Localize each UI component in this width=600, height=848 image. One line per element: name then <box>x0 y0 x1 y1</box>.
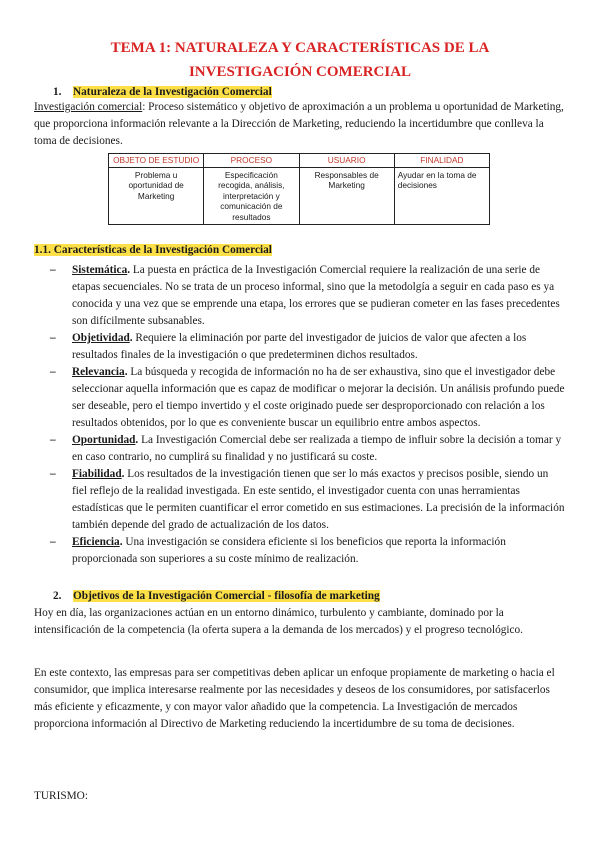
list-item <box>34 330 566 364</box>
characteristic-text: La búsqueda y recogida de información no ha de ser exhaustiva, sino que el investigador debe seleccionar aquella información que es capaz de modificar o mejorar la decisión. Un análisis profundo puede ser deseable, pero el tiempo invertido y el coste originado puede ser desproporcionado con relación a los resultados obtenidos, por lo que es conveniente buscar un equilibrio entre ambos aspectos. <box>72 366 565 429</box>
footer-label: TURISMO: <box>34 790 88 802</box>
table-header: PROCESO <box>204 154 299 168</box>
section-2-paragraph-2: En este contexto, las empresas para ser competitivas deben aplicar un enfoque propiamente de marketing o hacia el consumidor, que implica interesarse realmente por las necesidades y deseos de los consumidores, por satisfacerlos más eficiente y eficazmente, y con mayor valor añadido que la competencia. La Investigación de mercados proporciona información al Directivo de Marketing reduciendo la incertidumbre de su toma de decisiones. <box>34 667 555 730</box>
characteristic-text: Una investigación se considera eficiente si los beneficios que reporta la información proporcionada son superiores a su coste mínimo de realización. <box>72 536 506 565</box>
table-cell: Ayudar en la toma de decisiones <box>394 167 489 225</box>
characteristic-text: La Investigación Comercial debe ser realizada a tiempo de influir sobre la decisión a tomar y en caso contrario, no cumplirá su finalidad y no justificará su coste. <box>72 434 562 463</box>
definition-term: Investigación comercial <box>34 101 143 113</box>
section-2-heading <box>53 589 380 603</box>
definition-table <box>108 153 490 225</box>
characteristic-term: Relevancia <box>72 366 125 378</box>
characteristic-term: Objetividad <box>72 332 130 344</box>
definition-text: : Proceso sistemático y objetivo de aproximación a un problema u oportunidad de Marketing, que proporciona información relevante a la Dirección de Marketing, reduciendo la incertidumbre que conlleva la toma de decisiones. <box>34 101 564 147</box>
characteristic-term: Oportunidad <box>72 434 136 446</box>
list-item <box>34 262 566 330</box>
section-2-title: Objetivos de la Investigación Comercial - filosofía de marketing <box>73 590 380 602</box>
characteristic-text: La puesta en práctica de la Investigación Comercial requiere la realización de una serie de etapas secuenciales. No se trata de un proceso informal, sino que la metodolgía a seguir en cada paso es ya conocida y una vez que se emprende una etapa, los errores que se pudieran cometer en las fases precedentes son difícilmente subsanables. <box>72 264 560 327</box>
definition-paragraph <box>34 99 566 150</box>
table-row <box>109 167 490 225</box>
list-item <box>34 364 566 432</box>
title-line-1: TEMA 1: NATURALEZA Y CARACTERÍSTICAS DE LA <box>110 40 490 56</box>
characteristic-text: Los resultados de la investigación tienen que ser lo más exactos y precisos posible, siendo un fiel reflejo de la realidad investigada. En este sentido, el investigador cuenta con unas herramientas estadísticas que le permiten cuantificar el error cometido en sus estimaciones. La precisión de la información también depende del grado de actualización de los datos. <box>72 468 565 531</box>
characteristic-separator: . <box>121 468 128 480</box>
table-cell: Especificación recogida, análisis, interpretación y comunicación de resultados <box>204 167 299 225</box>
section-2-number: 2. <box>53 590 62 602</box>
section-1-number: 1. <box>53 86 62 98</box>
subsection-title: 1.1. Características de la Investigación Comercial <box>34 244 272 256</box>
list-item <box>34 466 566 534</box>
table-header: OBJETO DE ESTUDIO <box>109 154 204 168</box>
characteristic-term: Sistemática <box>72 264 128 276</box>
characteristic-separator: . <box>135 434 142 446</box>
table-header-row <box>109 154 490 168</box>
section-2-paragraph-1: Hoy en día, las organizaciones actúan en un entorno dinámico, turbulento y cambiante, dominado por la intensificación de la competencia (la oferta supera a la demanda de los mercados) y el progreso tecnológico. <box>34 607 524 636</box>
list-item <box>34 534 566 568</box>
table-cell: Problema u oportunidad de Marketing <box>109 167 204 225</box>
characteristic-term: Eficiencia <box>72 536 120 548</box>
table-cell: Responsables de Marketing <box>299 167 394 225</box>
subsection-heading <box>34 244 272 256</box>
characteristic-separator: . <box>124 366 131 378</box>
characteristics-list <box>34 262 566 568</box>
list-item <box>34 432 566 466</box>
characteristic-text: Requiere la eliminación por parte del investigador de juicios de valor que afecten a los resultados finales de la investigación o que predeterminen dichos resultados. <box>72 332 527 361</box>
section-1-title: Naturaleza de la Investigación Comercial <box>73 86 272 98</box>
table-header: FINALIDAD <box>394 154 489 168</box>
table-header: USUARIO <box>299 154 394 168</box>
characteristic-separator: . <box>119 536 126 548</box>
title-line-2: INVESTIGACIÓN COMERCIAL <box>188 64 412 80</box>
characteristic-term: Fiabilidad <box>72 468 122 480</box>
section-1-heading <box>53 85 272 99</box>
characteristic-separator: . <box>127 264 133 276</box>
document-title <box>40 36 560 84</box>
characteristic-separator: . <box>129 332 136 344</box>
